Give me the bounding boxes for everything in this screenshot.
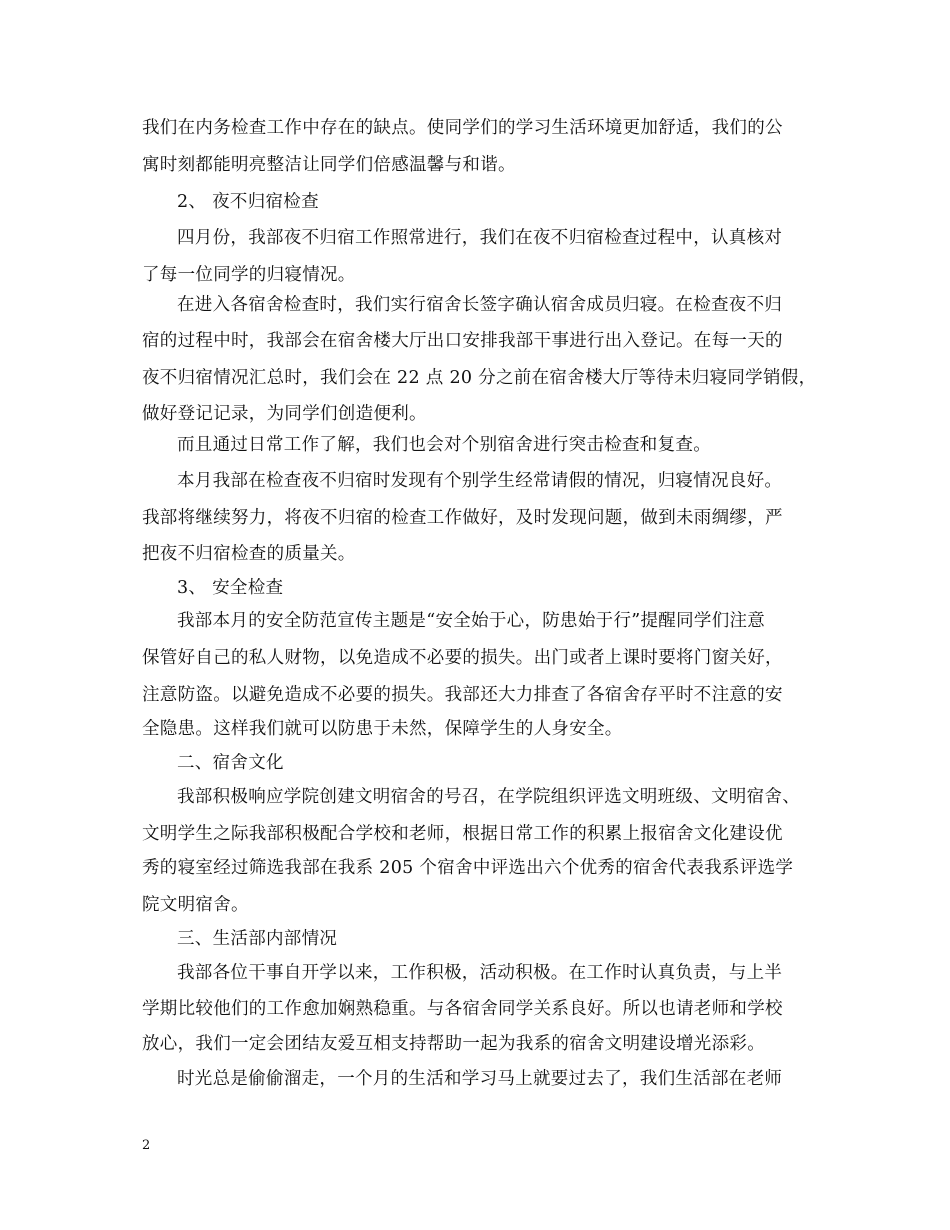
paragraph-line: 时光总是偷偷溜走，一个月的生活和学习马上就要过去了，我们生活部在老师 [177, 1069, 783, 1089]
paragraph-line: 我部将继续努力，将夜不归宿的检查工作做好，及时发现问题，做到未雨绸缪，严 [142, 508, 783, 528]
paragraph-line: 放心，我们一定会团结友爱互相支持帮助一起为我系的宿舍文明建设增光添彩。 [142, 1034, 765, 1054]
paragraph-line: 做好登记记录，为同学们创造便利。 [142, 404, 427, 424]
paragraph-line: 夜不归宿情况汇总时，我们会在 22 点 20 分之前在宿舍楼大厅等待未归寝同学销假， [142, 368, 817, 388]
paragraph-line: 院文明宿舍。 [142, 895, 249, 915]
paragraph-line: 保管好自己的私人财物，以免造成不必要的损失。出门或者上课时要将门窗关好， [142, 648, 783, 668]
paragraph-line: 学期比较他们的工作愈加娴熟稳重。与各宿舍同学关系良好。所以也请老师和学校 [142, 999, 783, 1019]
section-heading: 三、生活部内部情况 [177, 929, 338, 949]
paragraph-line: 注意防盗。以避免造成不必要的损失。我部还大力排查了各宿舍存平时不注意的安 [142, 685, 783, 705]
paragraph-line: 本月我部在检查夜不归宿时发现有个别学生经常请假的情况，归寝情况良好。 [177, 471, 783, 491]
section-heading: 2、 夜不归宿检查 [177, 192, 319, 212]
paragraph-line: 而且通过日常工作了解，我们也会对个别宿舍进行突击检查和复查。 [177, 435, 711, 455]
paragraph-line: 我们在内务检查工作中存在的缺点。使同学们的学习生活环境更加舒适，我们的公 [142, 118, 783, 138]
paragraph-line: 把夜不归宿检查的质量关。 [142, 544, 356, 564]
paragraph-line: 宿的过程中时，我部会在宿舍楼大厅出口安排我部干事进行出入登记。在每一天的 [142, 331, 783, 351]
paragraph-line: 秀的寝室经过筛选我部在我系 205 个宿舍中评选出六个优秀的宿舍代表我系评选学 [142, 858, 794, 878]
paragraph-line: 在进入各宿舍检查时，我们实行宿舍长签字确认宿舍成员归寝。在检查夜不归 [177, 295, 783, 315]
page-number: 2 [142, 1138, 151, 1153]
paragraph-line: 我部积极响应学院创建文明宿舍的号召，在学院组织评选文明班级、文明宿舍、 [177, 787, 800, 807]
section-heading: 3、 安全检查 [177, 578, 284, 598]
paragraph-line: 寓时刻都能明亮整洁让同学们倍感温馨与和谐。 [142, 155, 516, 175]
section-heading: 二、宿舍文化 [177, 753, 284, 773]
paragraph-line: 我部本月的安全防范宣传主题是“安全始于心，防患始于行”提醒同学们注意 [177, 611, 766, 631]
paragraph-line: 我部各位干事自开学以来，工作积极，活动积极。在工作时认真负责，与上半 [177, 963, 783, 983]
paragraph-line: 四月份，我部夜不归宿工作照常进行，我们在夜不归宿检查过程中，认真核对 [177, 228, 783, 248]
paragraph-line: 了每一位同学的归寝情况。 [142, 265, 356, 285]
paragraph-line: 文明学生之际我部积极配合学校和老师，根据日常工作的积累上报宿舍文化建设优 [142, 824, 783, 844]
paragraph-line: 全隐患。这样我们就可以防患于未然，保障学生的人身安全。 [142, 719, 623, 739]
